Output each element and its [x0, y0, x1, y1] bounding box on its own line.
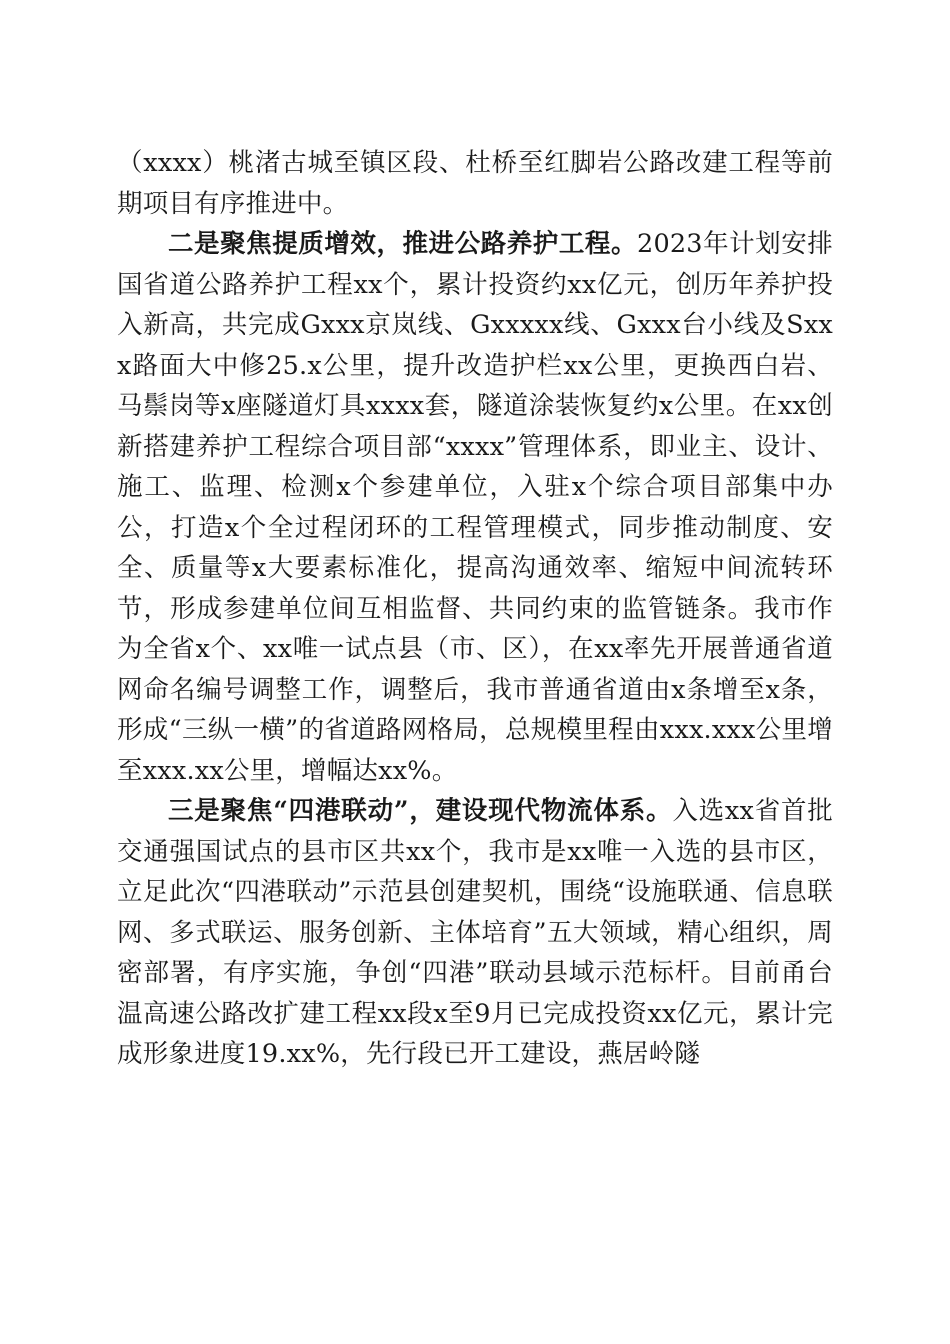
paragraph-text: （xxxx）桃渚古城至镇区段、杜桥至红脚岩公路改建工程等前期项目有序推进中。: [117, 148, 833, 219]
paragraph-text: 入选xx省首批交通强国试点的县市区共xx个，我市是xx唯一入选的县市区，立足此次“四港联动”示范县创建契机，围绕“设施联通、信息联网、多式联运、服务创新、主体培育”五大领域，精心组织，周密部署，有序实施，争创“四港”联动县域示范标杆。目前甬台温高速公路改扩建工程xx段x至9月已完成投资xx亿元，累计完成形象进度19.xx%，先行段已开工建设，燕居岭隧: [117, 796, 833, 1069]
paragraph-road-maintenance: [117, 224, 833, 791]
document-page: [117, 143, 833, 1075]
paragraph-lead: 三是聚焦“四港联动”，建设现代物流体系。: [168, 796, 673, 826]
paragraph-lead: 二是聚焦提质增效，推进公路养护工程。: [168, 229, 638, 259]
paragraph-logistics: [117, 791, 833, 1075]
paragraph-continuation: [117, 143, 833, 224]
paragraph-text: 2023年计划安排国省道公路养护工程xx个，累计投资约xx亿元，创历年养护投入新高，共完成Gxxx京岚线、Gxxxxx线、Gxxx台小线及Sxxx路面大中修25.x公里，提升改造护栏xx公里，更换西白岩、马鬃岗等x座隧道灯具xxxx套，隧道涂装恢复约x公里。在xx创新搭建养护工程综合项目部“xxxx”管理体系，即业主、设计、施工、监理、检测x个参建单位，入驻x个综合项目部集中办公，打造x个全过程闭环的工程管理模式，同步推动制度、安全、质量等x大要素标准化，提高沟通效率、缩短中间流转环节，形成参建单位间互相监督、共同约束的监管链条。我市作为全省x个、xx唯一试点县（市、区），在xx率先开展普通省道网命名编号调整工作，调整后，我市普通省道由x条增至x条，形成“三纵一横”的省道路网格局，总规模里程由xxx.xxx公里增至xxx.xx公里，增幅达xx%。: [117, 229, 833, 786]
